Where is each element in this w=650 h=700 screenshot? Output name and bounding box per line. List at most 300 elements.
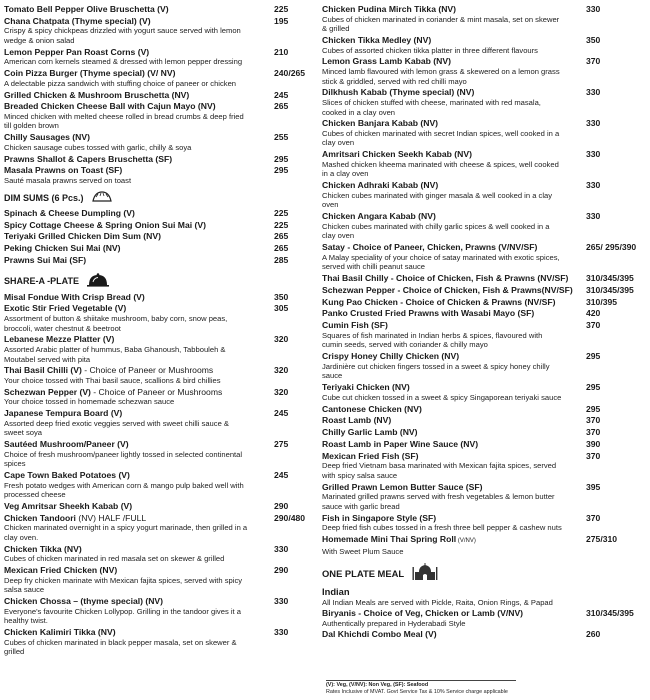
menu-item <box>4 165 320 186</box>
section-subtitle: Indian <box>322 586 350 598</box>
menu-item-price: 225 <box>274 207 289 218</box>
menu-item <box>322 451 646 482</box>
menu-item <box>4 101 320 132</box>
menu-item-title: Chicken Banjara Kabab (NV) <box>322 118 439 129</box>
menu-item-title: Lemon Grass Lamb Kabab (NV) <box>322 56 451 67</box>
menu-item-head <box>4 292 320 303</box>
menu-item <box>322 482 646 513</box>
menu-item-description: Jardinière cut chicken fingers tossed in a sweet & spicy honey chilly sauce <box>322 361 550 381</box>
menu-item-name <box>4 408 122 419</box>
menu-item-name <box>4 565 117 576</box>
menu-item-name <box>4 470 130 481</box>
menu-item <box>322 513 646 534</box>
menu-item-name <box>322 35 431 46</box>
menu-item <box>322 382 646 403</box>
menu-item-head <box>322 242 646 253</box>
menu-item <box>322 297 646 309</box>
menu-item-price: 330 <box>274 627 289 638</box>
menu-item-description: Deep fried Vietnam basa marinated with Mexican fajita spices, served with spicy salsa sauce <box>322 461 557 480</box>
footer-note: Rates Inclusive of MVAT. Govt Service Tax & 10% Service charge applicable <box>326 689 508 695</box>
menu-item-description: Your choice tossed with Thai basil sauce, scallions & bird chillies <box>4 376 221 385</box>
menu-item-head <box>322 382 646 393</box>
cloche-icon <box>87 273 109 290</box>
menu-item-price: 255 <box>274 132 289 143</box>
menu-item-price: 350 <box>274 291 289 302</box>
menu-item <box>4 387 320 408</box>
menu-item-name <box>322 273 568 284</box>
spacer <box>322 640 646 641</box>
menu-item-head <box>322 534 646 547</box>
spacer <box>4 266 320 267</box>
menu-item-head <box>322 273 646 284</box>
menu-item-description: A Malay speciality of your choice of satay marinated with exotic spices, served with chilli peanut sauce <box>322 252 560 272</box>
menu-item-choice: (NV) HALF /FULL <box>75 512 147 523</box>
menu-item-head <box>322 427 646 438</box>
menu-item-description: Mashed chicken kheema marinated with cheese & spices, well cooked in a clay oven <box>322 159 559 179</box>
menu-item-price: 330 <box>586 4 601 14</box>
menu-item-title: Thai Basil Chilli (V) <box>4 365 82 376</box>
menu-item <box>4 4 320 16</box>
section-share-a-plate <box>4 273 320 290</box>
menu-item-title: Spicy Cottage Cheese & Spring Onion Sui Mai (V) <box>4 219 206 230</box>
menu-item-title: Chicken Tikka (NV) <box>4 543 82 554</box>
menu-item-price: 320 <box>274 386 289 397</box>
menu-item-head <box>4 627 320 638</box>
menu-item <box>4 439 320 470</box>
menu-item-title: Lemon Pepper Pan Roast Corns (V) <box>4 46 150 57</box>
menu-item-title: Chilly Garlic Lamb (NV) <box>322 427 418 438</box>
menu-item-description: Chicken sausage cubes tossed with garlic, chilly & soya <box>4 142 192 152</box>
menu-item-description: Marinated grilled prawns served with fresh vegetables & lemon butter sauce with garlic bread <box>322 492 555 511</box>
menu-item-title: Chicken Tandoori <box>4 512 76 523</box>
section-one-plate-meal <box>322 563 646 584</box>
menu-item <box>322 351 646 382</box>
menu-item-name <box>4 292 145 303</box>
menu-item-price: 240/265 <box>274 68 306 79</box>
menu-item-name <box>322 4 456 15</box>
menu-item-head <box>322 149 646 160</box>
menu-item-price: 195 <box>274 15 289 26</box>
menu-item-name <box>322 87 474 98</box>
menu-item-name <box>4 16 151 27</box>
menu-item-title: Amritsari Chicken Seekh Kabab (NV) <box>322 149 472 160</box>
menu-item <box>4 154 320 166</box>
menu-item-name <box>322 513 436 524</box>
menu-item-name <box>322 211 436 222</box>
menu-item-head <box>4 47 320 58</box>
menu-item-name <box>4 513 146 524</box>
right-column <box>322 4 646 641</box>
menu-item-description: Assorted deep fried exotic veggies served with sweet chilli sauce & sweet soya <box>4 418 229 438</box>
menu-item-price: 310/345/395 <box>586 607 634 618</box>
menu-item-title: Chana Chatpata (Thyme special) (V) <box>4 15 151 26</box>
menu-item-title: Chicken Chossa – (thyme special) (NV) <box>4 596 164 607</box>
menu-item-head <box>322 351 646 362</box>
menu-item <box>4 231 320 243</box>
menu-item-name <box>4 4 169 15</box>
menu-item-price: 320 <box>274 365 289 376</box>
menu-item <box>4 565 320 596</box>
menu-item-head <box>4 470 320 481</box>
menu-item-title: Thai Basil Chilly - Choice of Chicken, Fish & Prawns (NV/SF) <box>322 273 569 284</box>
menu-item-title: Mexican Fried Fish (SF) <box>322 450 419 461</box>
menu-item-title: Lebanese Mezze Platter (V) <box>4 334 115 345</box>
menu-item <box>4 470 320 501</box>
menu-item <box>322 56 646 87</box>
menu-item <box>322 629 646 641</box>
menu-item-head <box>322 285 646 296</box>
menu-item-description: Sauté masala prawns served on toast <box>4 176 132 185</box>
menu-item-name <box>4 439 129 450</box>
menu-item <box>322 180 646 211</box>
spacer <box>322 556 646 557</box>
menu-item-head <box>322 180 646 191</box>
menu-item-price: 370 <box>586 450 601 461</box>
menu-item <box>322 415 646 427</box>
menu-item-description: Authentically prepared in Hyderabadi Style <box>322 618 466 628</box>
menu-item-name <box>322 320 388 331</box>
menu-item-head <box>4 596 320 607</box>
menu-item-price: 370 <box>586 415 601 426</box>
menu-item-name <box>4 303 126 314</box>
menu-item-description: Squares of fish marinated in Indian herbs & spices, flavoured with cumin seeds, served with coriander & chilly mayo <box>322 330 543 350</box>
menu-item-price: 330 <box>586 149 601 160</box>
menu-item-choice: - Choice of Paneer or Mushrooms <box>90 386 223 397</box>
menu-item-head <box>4 255 320 266</box>
menu-item-name <box>4 208 135 219</box>
menu-item-name <box>322 285 573 296</box>
menu-item-title: Dilkhush Kabab (Thyme special) (NV) <box>322 87 475 98</box>
menu-item-price: 225 <box>274 219 289 230</box>
menu-item-head <box>4 303 320 314</box>
menu-item-title: Chicken Angara Kabab (NV) <box>322 211 436 222</box>
menu-item-price: 290 <box>274 565 289 576</box>
menu-item-name <box>322 427 418 438</box>
menu-item-name <box>322 482 482 493</box>
menu-item-price: 310/395 <box>586 296 618 307</box>
menu-item-name <box>4 544 82 555</box>
menu-item-head <box>4 208 320 219</box>
menu-item-name <box>4 627 116 638</box>
menu-item-name <box>322 608 523 619</box>
menu-item-title: Cantonese Chicken (NV) <box>322 403 422 414</box>
section-dimsums <box>4 191 320 206</box>
menu-item-head <box>322 4 646 15</box>
menu-item <box>322 320 646 351</box>
menu-item-name <box>322 180 438 191</box>
menu-item-title: Grilled Chicken & Mushroom Bruschetta (NV) <box>4 89 190 100</box>
menu-item-head <box>322 211 646 222</box>
menu-item <box>322 608 646 629</box>
menu-item-price: 295 <box>274 165 289 176</box>
menu-item-head <box>4 387 320 398</box>
menu-item-title: Biryanis - Choice of Veg, Chicken or Lamb (V/NV) <box>322 607 524 618</box>
taj-mahal-icon <box>412 563 438 584</box>
menu-item-price: 310/345/395 <box>586 284 634 295</box>
menu-item-head <box>322 320 646 331</box>
menu-item-title: Chicken Adhraki Kabab (NV) <box>322 180 439 191</box>
menu-item-name <box>4 255 86 266</box>
menu-item-head <box>4 154 320 165</box>
menu-item <box>322 87 646 118</box>
menu-item-description: Cubes of assorted chicken tikka platter in three different flavours <box>322 45 538 55</box>
menu-item-title: Exotic Stir Fried Vegetable (V) <box>4 303 127 314</box>
menu-item-title: Cumin Fish (SF) <box>322 320 388 331</box>
menu-item-name <box>4 596 163 607</box>
menu-item-price: 370 <box>586 427 601 438</box>
menu-item-name <box>4 47 149 58</box>
menu-item-title: Japanese Tempura Board (V) <box>4 408 123 419</box>
menu-item-head <box>322 415 646 426</box>
menu-item-head <box>4 16 320 27</box>
menu-item <box>4 208 320 220</box>
menu-item-head <box>4 68 320 79</box>
menu-item-title: Prawns Shallot & Capers Bruschetta (SF) <box>4 153 173 164</box>
menu-item-name <box>4 387 222 398</box>
menu-item <box>4 292 320 304</box>
menu-item-choice: - Choice of Paneer or Mushrooms <box>81 365 214 376</box>
menu-item <box>4 303 320 334</box>
menu-item-head <box>322 608 646 619</box>
menu-item-head <box>4 132 320 143</box>
menu-item-price: 370 <box>586 512 601 523</box>
menu-item-description: Chicken marinated overnight in a spicy yogurt marinade, then grilled in a clay oven. <box>4 523 248 543</box>
menu-item-head <box>322 118 646 129</box>
menu-item-name <box>322 297 556 308</box>
footer-divider <box>326 680 516 681</box>
menu-item-price: 260 <box>586 629 601 640</box>
menu-item-price: 295 <box>274 153 289 164</box>
menu-item-name <box>322 118 438 129</box>
menu-item-price: 330 <box>586 87 601 98</box>
menu-item-name <box>322 439 478 450</box>
menu-item-title: Teriyaki Grilled Chicken Dim Sum (NV) <box>4 231 161 242</box>
menu-item-price: 265 <box>274 101 289 112</box>
menu-item <box>322 149 646 180</box>
menu-item-title: Dal Khichdi Combo Meal (V) <box>322 629 437 640</box>
menu-item-head <box>4 365 320 376</box>
menu-item-price: 245 <box>274 470 289 481</box>
menu-item-price: 330 <box>586 211 601 222</box>
menu-item-name <box>322 629 437 640</box>
menu-item-title: Spinach & Cheese Dumpling (V) <box>4 207 135 218</box>
menu-item-title: Schezwan Pepper - Choice of Chicken, Fish & Prawns(NV/SF) <box>322 284 573 295</box>
menu-item-name <box>4 101 216 112</box>
menu-item-price: 350 <box>586 34 601 45</box>
menu-item-head <box>322 451 646 462</box>
menu-item-title: Grilled Prawn Lemon Butter Sauce (SF) <box>322 481 483 492</box>
menu-item <box>322 439 646 451</box>
menu-item-price: 265 <box>274 243 289 254</box>
menu-item-title: Peking Chicken Sui Mai (NV) <box>4 243 121 254</box>
menu-item <box>4 408 320 439</box>
footer <box>326 680 516 696</box>
menu-item-title: Chicken Pudina Mirch Tikka (NV) <box>322 4 457 14</box>
menu-item-head <box>4 243 320 254</box>
menu-item-price: 290 <box>274 501 289 512</box>
menu-item-price: 330 <box>586 118 601 129</box>
menu-item <box>322 308 646 320</box>
menu-item-description: Everyone's favourite Chicken Lollypop. Grilling in the tandoor gives it a healthy twist. <box>4 606 241 626</box>
menu-item-name <box>4 334 114 345</box>
menu-item-price: 285 <box>274 254 289 265</box>
menu-item <box>4 220 320 232</box>
menu-item <box>4 365 320 386</box>
menu-item-price: 275 <box>274 439 289 450</box>
menu-item-title: Fish in Singapore Style (SF) <box>322 512 437 523</box>
menu-item-description: With Sweet Plum Sauce <box>322 546 404 556</box>
menu-item-head <box>4 231 320 242</box>
menu-item-title: Chicken Kalimiri Tikka (NV) <box>4 627 116 638</box>
section-note: All Indian Meals are served with Pickle, Raita, Onion Rings, & Papad <box>322 598 553 608</box>
menu-item-title: Coin Pizza Burger (Thyme special) (V/ NV) <box>4 68 176 79</box>
menu-item-title: Masala Prawns on Toast (SF) <box>4 165 123 176</box>
section-title: DIM SUMS (6 Pcs.) <box>4 193 84 204</box>
menu-item-head <box>322 87 646 98</box>
menu-item-name <box>322 149 472 160</box>
menu-item <box>4 544 320 565</box>
menu-item-description: Minced chicken with melted cheese rolled in bread crumbs & deep fried till golden brown <box>4 111 244 131</box>
menu-item-head <box>4 501 320 512</box>
menu-item <box>4 596 320 627</box>
menu-item-title: Prawns Sui Mai (SF) <box>4 254 87 265</box>
section-title: ONE PLATE MEAL <box>322 567 405 579</box>
menu-item <box>4 334 320 365</box>
menu-item-name <box>322 404 422 415</box>
menu-item-title: Chicken Tikka Medley (NV) <box>322 34 432 45</box>
menu-item-head <box>4 565 320 576</box>
dumpling-icon <box>92 191 112 206</box>
menu-item-title: Crispy Honey Chilly Chicken (NV) <box>322 351 460 362</box>
menu-item-price: 295 <box>586 403 601 414</box>
menu-item-head <box>322 629 646 640</box>
menu-item-price: 310/345/395 <box>586 273 634 284</box>
menu-item-name <box>4 220 206 231</box>
menu-item-description: American corn kernels steamed & dressed with lemon pepper dressing <box>4 57 243 67</box>
menu-item-head <box>4 90 320 101</box>
menu-item-description: Cubes of chicken marinated in black pepper masala, set on skewer & grilled <box>4 637 237 657</box>
menu-item <box>4 132 320 153</box>
menu-item-title: Breaded Chicken Cheese Ball with Cajun Mayo (NV) <box>4 101 216 112</box>
menu-item-head <box>4 101 320 112</box>
menu-item-head <box>4 408 320 419</box>
menu-item <box>4 243 320 255</box>
menu-item-head <box>4 544 320 555</box>
menu-item <box>322 4 646 35</box>
menu-item-price: 290/480 <box>274 512 306 523</box>
menu-item-name <box>322 382 410 393</box>
menu-item-price: 295 <box>586 351 601 362</box>
menu-item-description: Choice of fresh mushroom/paneer lightly tossed in selected continental spices <box>4 449 243 469</box>
menu-item-title: Panko Crusted Fried Prawns with Wasabi Mayo (SF) <box>322 308 535 319</box>
menu-item <box>4 16 320 47</box>
menu-item-name <box>322 308 534 319</box>
menu-item-head <box>322 56 646 67</box>
menu-item <box>322 242 646 273</box>
menu-item-head <box>4 513 320 524</box>
menu-item <box>4 47 320 68</box>
menu-item-title: Kung Pao Chicken - Choice of Chicken & Prawns (NV/SF) <box>322 296 556 307</box>
menu-item-name <box>322 242 537 253</box>
menu-item <box>4 501 320 513</box>
menu-item-title: Cape Town Baked Potatoes (V) <box>4 470 130 481</box>
menu-item-description: Deep fried fish cubes tossed in a fresh three bell pepper & cashew nuts <box>322 523 562 533</box>
menu-item-title: Schezwan Pepper (V) <box>4 386 91 397</box>
menu-item-head <box>322 439 646 450</box>
menu-item <box>322 285 646 297</box>
menu-item <box>322 534 646 557</box>
menu-item-head <box>322 513 646 524</box>
menu-item-price: 390 <box>586 438 601 449</box>
menu-item-title: Mexican Fried Chicken (NV) <box>4 565 118 576</box>
left-column <box>4 4 320 658</box>
menu-item-description: Slices of chicken stuffed with cheese, marinated with red masala, cooked in a clay oven <box>322 97 541 117</box>
menu-item-name <box>4 68 175 79</box>
section-title: SHARE-A -PLATE <box>4 276 79 287</box>
menu-item <box>322 273 646 285</box>
menu-item-description: Cubes of chicken marinated in coriander & mint masala, set on skewer & grilled <box>322 14 560 34</box>
menu-item-price: 295 <box>586 382 601 393</box>
menu-item-name <box>4 165 122 176</box>
menu-item-name <box>4 90 189 101</box>
menu-item-head <box>4 220 320 231</box>
menu-item-name <box>4 501 132 512</box>
menu-item-description: Cubes of chicken marinated with secret Indian spices, well cooked in a clay oven <box>322 128 560 148</box>
spacer <box>4 186 320 187</box>
menu-item-head <box>4 334 320 345</box>
menu-item-head <box>4 165 320 176</box>
menu-item-head <box>322 308 646 319</box>
menu-item-price: 265/ 295/390 <box>586 242 637 253</box>
menu-item-price: 370 <box>586 320 601 331</box>
menu-item <box>4 255 320 267</box>
menu-item-price: 395 <box>586 481 601 492</box>
menu-item-price: 245 <box>274 408 289 419</box>
menu-item-name <box>4 132 90 143</box>
menu-item-title: Homemade Mini Thai Spring Roll <box>322 534 457 544</box>
menu-item-price: 330 <box>274 543 289 554</box>
menu-item-price: 330 <box>586 180 601 191</box>
menu-item-name <box>4 231 161 242</box>
menu-item-name <box>322 534 476 547</box>
footer-legend: (V): Veg, (V/NV): Non Veg, (SF): Seafood <box>326 682 429 688</box>
menu-item <box>4 627 320 658</box>
menu-item <box>322 35 646 56</box>
menu-item <box>322 427 646 439</box>
menu-item-description: Deep fry chicken marinate with Mexican fajita spices, served with spicy salsa sauce <box>4 575 243 595</box>
menu-item-head <box>322 404 646 415</box>
menu-item-head <box>322 482 646 493</box>
menu-item-title: Satay - Choice of Paneer, Chicken, Prawns (V/NV/SF) <box>322 242 538 253</box>
menu-item-name <box>322 351 459 362</box>
menu-item-title: Misal Fondue With Crisp Bread (V) <box>4 291 145 302</box>
menu-item-price: 210 <box>274 46 289 57</box>
menu-item-description: Minced lamb flavoured with lemon grass & skewered on a lemon grass stick & griddled, served with red chilli mayo <box>322 66 560 86</box>
menu-item-head <box>322 297 646 308</box>
menu-item-name <box>322 451 418 462</box>
menu-item-name <box>4 154 172 165</box>
menu-item-name <box>322 415 391 426</box>
menu-item-price: 275/310 <box>586 534 618 544</box>
menu-item-description: Assortment of button & shiitake mushroom, baby corn, snow peas, broccoli, water chestnut & beetroot <box>4 314 228 333</box>
menu-item-title: Roast Lamb (NV) <box>322 415 392 426</box>
menu-item-price: 305 <box>274 303 289 314</box>
menu-item <box>322 404 646 416</box>
menu-item-title: Roast Lamb in Paper Wine Sauce (NV) <box>322 438 479 449</box>
spacer <box>4 657 320 658</box>
menu-item <box>4 90 320 102</box>
menu-item-head <box>4 439 320 450</box>
